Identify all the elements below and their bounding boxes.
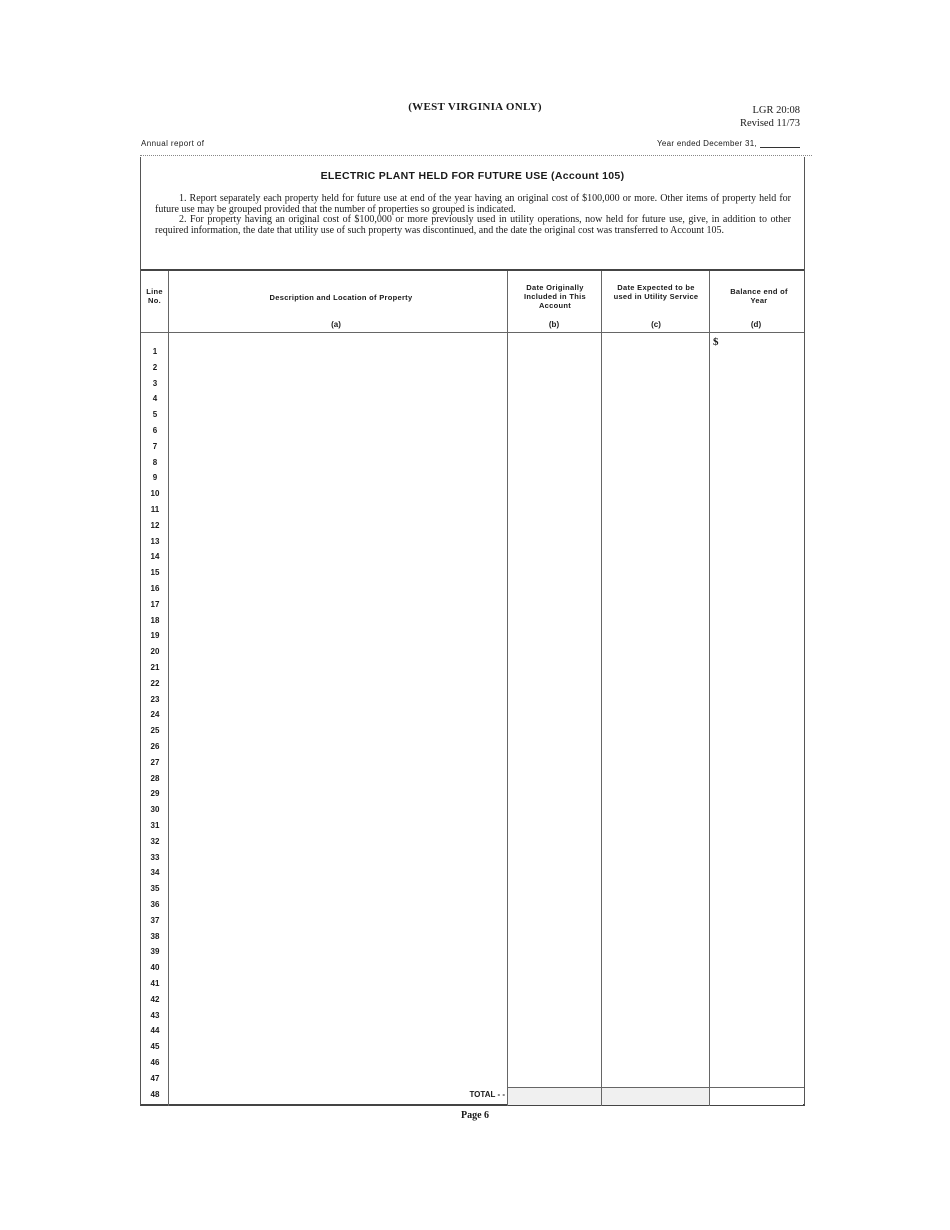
line-number: 8	[152, 457, 158, 467]
col-header-date-expected: Date Expected to be used in Utility Service	[613, 283, 699, 301]
form-code: LGR 20:08	[752, 105, 800, 116]
line-number: 46	[150, 1058, 160, 1067]
year-blank	[760, 147, 800, 148]
line-number: 25	[150, 726, 160, 736]
header-divider	[140, 155, 812, 156]
currency-symbol: $	[713, 336, 719, 348]
line-number: 5	[152, 410, 158, 420]
line-number: 15	[150, 568, 160, 578]
page-number: Page 6	[460, 1110, 490, 1121]
line-number: 22	[150, 678, 160, 688]
line-number: 19	[150, 631, 160, 641]
col-header-line-no: Line No.	[146, 287, 163, 305]
line-number: 41	[150, 979, 160, 988]
line-number: 38	[150, 931, 160, 941]
form-title: ELECTRIC PLANT HELD FOR FUTURE USE (Account 105)	[320, 170, 625, 182]
col-letter-b: (b)	[548, 320, 560, 329]
col-header-description: Description and Location of Property	[269, 293, 413, 302]
annual-report-label: Annual report of	[141, 139, 205, 148]
line-number: 20	[150, 647, 160, 657]
year-ended-field	[657, 139, 800, 148]
line-number: 33	[150, 852, 160, 862]
year-ended-label: Year ended December 31,	[657, 139, 758, 148]
line-number: 28	[150, 773, 160, 783]
line-number: 32	[150, 836, 160, 846]
line-number: 43	[150, 1010, 160, 1020]
total-cell-c[interactable]	[602, 1088, 709, 1105]
line-number: 47	[150, 1073, 160, 1083]
col-header-balance: Balance end of Year	[730, 287, 788, 305]
line-number: 30	[150, 805, 160, 815]
line-number: 26	[150, 742, 160, 751]
state-heading: (WEST VIRGINIA ONLY)	[408, 101, 542, 113]
line-number: 27	[150, 757, 160, 767]
col-letter-d: (d)	[750, 320, 762, 329]
total-cell-b[interactable]	[508, 1088, 601, 1105]
line-number: 17	[150, 599, 160, 609]
col-letter-c: (c)	[651, 320, 661, 329]
line-number: 24	[150, 710, 160, 720]
col-divider	[507, 271, 508, 1106]
line-number: 39	[150, 947, 160, 957]
col-divider	[709, 271, 710, 1106]
line-number: 10	[150, 489, 160, 499]
header-rule	[141, 332, 804, 333]
line-number: 44	[150, 1026, 160, 1036]
col-letter-a: (a)	[331, 320, 341, 329]
line-number: 48	[150, 1089, 160, 1099]
total-label: TOTAL - -	[469, 1090, 505, 1099]
line-number: 37	[150, 915, 160, 925]
line-number: 42	[150, 994, 160, 1004]
line-number: 9	[152, 473, 158, 483]
form-code-block	[700, 104, 800, 130]
instruction-2: 2. For property having an original cost of $100,000 or more previously used in utility operations, now held for future use, give, in addition to other required information, the date that utility use of such property was discontinued, and the date the original cost was transferred to Account 105.	[155, 214, 791, 236]
line-number: 6	[152, 426, 158, 435]
instructions	[155, 194, 791, 236]
line-number: 36	[150, 900, 160, 909]
property-table	[141, 269, 804, 1106]
line-number: 40	[150, 963, 160, 973]
line-number: 21	[150, 663, 160, 672]
instruction-1: 1. Report separately each property held for future use at end of the year having an original cost of $100,000 or more. Other items of property held for future use may be grouped provided that the number of properties so grouped is indicated.	[155, 193, 791, 215]
line-number: 11	[150, 505, 160, 514]
line-number: 16	[150, 584, 160, 593]
line-number: 13	[150, 536, 160, 546]
line-number: 23	[150, 694, 160, 704]
line-number: 34	[150, 868, 160, 878]
total-row	[507, 1087, 804, 1105]
line-number: 1	[152, 347, 158, 356]
line-number: 31	[150, 821, 160, 830]
line-number: 12	[150, 520, 160, 530]
form-frame	[140, 157, 805, 1106]
line-number: 29	[150, 789, 160, 799]
line-number: 7	[152, 441, 158, 451]
line-number: 18	[150, 615, 160, 625]
line-number: 45	[150, 1042, 160, 1052]
revised-date: Revised 11/73	[740, 118, 800, 129]
line-number: 2	[152, 362, 158, 372]
line-number: 14	[150, 552, 160, 562]
line-number: 3	[152, 378, 158, 388]
total-cell-d[interactable]	[710, 1088, 803, 1105]
line-number: 4	[152, 394, 158, 404]
col-header-date-included: Date Originally Included in This Account	[524, 283, 586, 310]
line-number: 35	[150, 884, 160, 894]
col-divider	[601, 271, 602, 1106]
